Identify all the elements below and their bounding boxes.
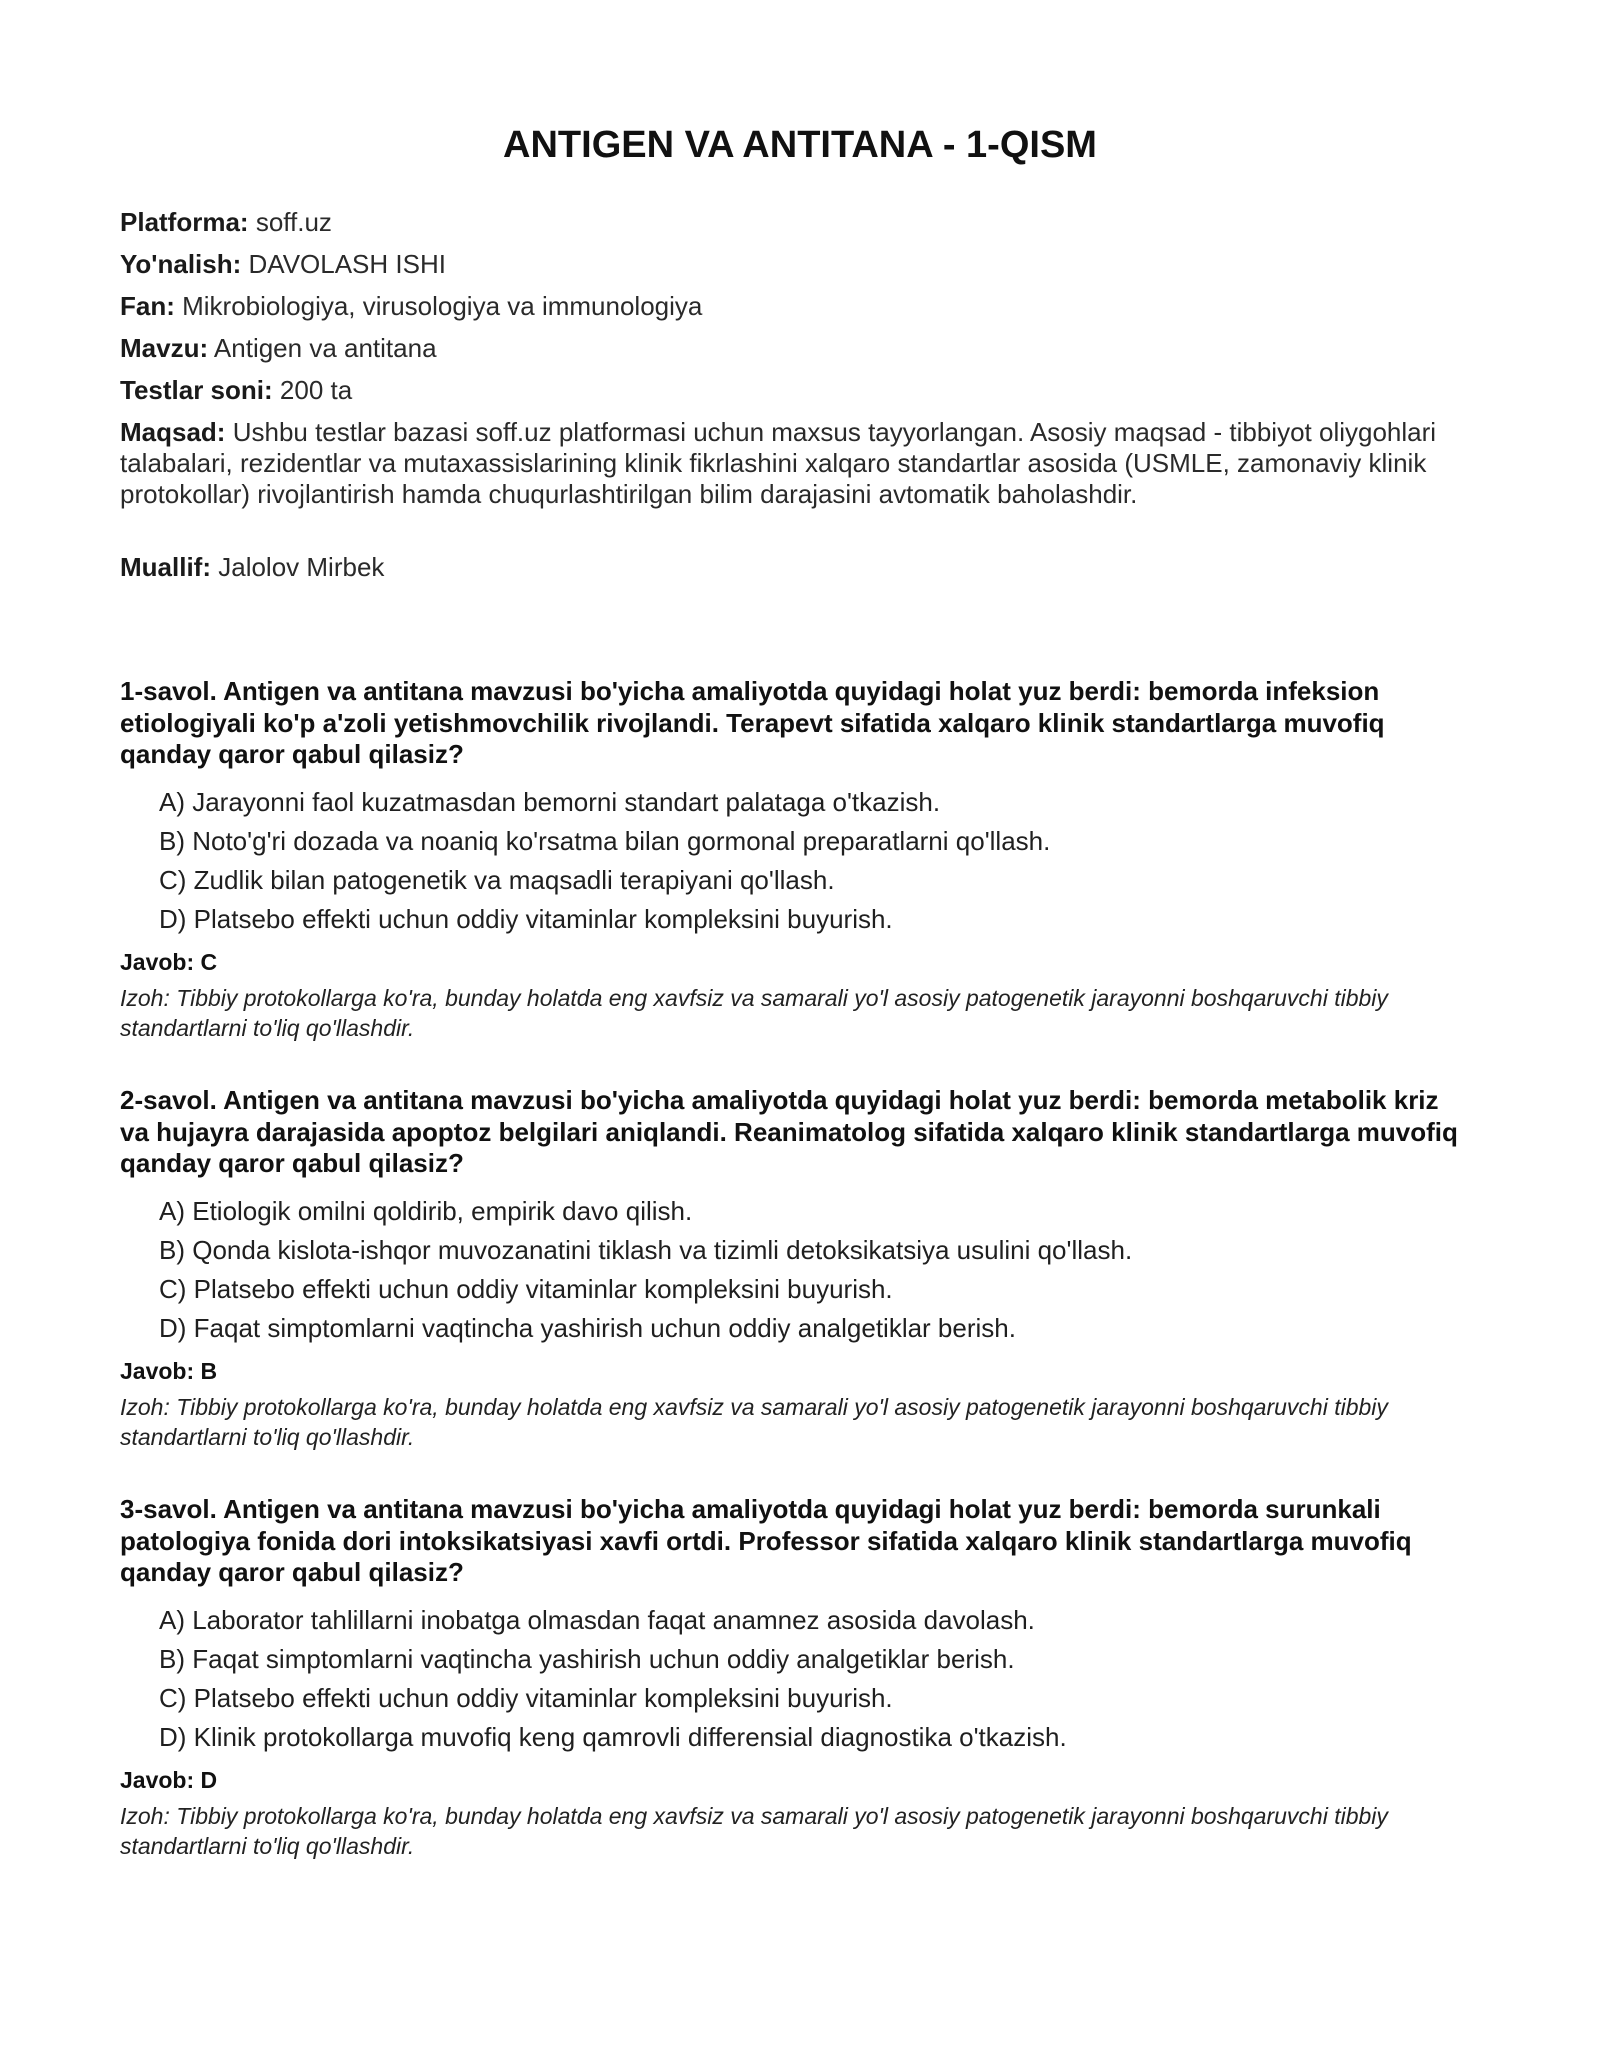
option-c: C) Zudlik bilan patogenetik va maqsadli terapiyani qo'llash. bbox=[159, 864, 835, 895]
meta-author bbox=[120, 552, 1460, 583]
meta-key: Mavzu: bbox=[120, 333, 209, 363]
option-b: B) Qonda kislota-ishqor muvozanatini tiklash va tizimli detoksikatsiya usulini qo'llash. bbox=[159, 1234, 1133, 1265]
option-list bbox=[120, 783, 1460, 939]
option-list bbox=[120, 1192, 1460, 1348]
option-d: D) Klinik protokollarga muvofiq keng qamrovli differensial diagnostika o'tkazish. bbox=[159, 1721, 1067, 1752]
option-b: B) Faqat simptomlarni vaqtincha yashirish uchun oddiy analgetiklar berish. bbox=[159, 1643, 1015, 1674]
answer-label: Javob: C bbox=[120, 948, 218, 975]
meta-topic bbox=[120, 333, 1460, 364]
answer-label: Javob: B bbox=[120, 1357, 218, 1384]
document-title: ANTIGEN VA ANTITANA - 1-QISM bbox=[503, 124, 1097, 166]
meta-test-count bbox=[120, 375, 1460, 406]
explanation-note: Izoh: Tibbiy protokollarga ko'ra, bunday holatda eng xavfsiz va samarali yo'l asosiy patogenetik jarayonni boshqaruvchi tibbiy standartlarni to'liq qo'llashdir. bbox=[120, 1393, 1388, 1450]
option-c: C) Platsebo effekti uchun oddiy vitaminlar kompleksini buyurish. bbox=[159, 1273, 893, 1304]
meta-value: Ushbu testlar bazasi soff.uz platformasi uchun maxsus tayyorlangan. Asosiy maqsad - tibbiyot oliygohlari talabalari, rezidentlar va mutaxassislarining klinik fikrlashini xalqaro standartlar asosida (USMLE, zamonaviy klinik protokollar) rivojlantirish hamda chuqurlashtirilgan bilim darajasini avtomatik baholashdir. bbox=[120, 417, 1437, 509]
answer-label: Javob: D bbox=[120, 1766, 218, 1793]
meta-key: Fan: bbox=[120, 291, 175, 321]
meta-value: soff.uz bbox=[255, 207, 332, 237]
meta-key: Platforma: bbox=[120, 207, 249, 237]
meta-key: Yo'nalish: bbox=[120, 249, 242, 279]
question-block bbox=[120, 1494, 1460, 1861]
meta-key: Maqsad: bbox=[120, 417, 226, 447]
meta-subject bbox=[120, 291, 1460, 322]
question-block bbox=[120, 1085, 1460, 1452]
meta-value: Jalolov Mirbek bbox=[218, 552, 385, 582]
meta-key: Muallif: bbox=[120, 552, 211, 582]
question-block bbox=[120, 676, 1460, 1043]
option-list bbox=[120, 1601, 1460, 1757]
meta-platform bbox=[120, 207, 1460, 238]
meta-value: 200 ta bbox=[279, 375, 353, 405]
option-d: D) Faqat simptomlarni vaqtincha yashirish uchun oddiy analgetiklar berish. bbox=[159, 1312, 1016, 1343]
meta-value: Mikrobiologiya, virusologiya va immunologiya bbox=[182, 291, 703, 321]
question-text: 2-savol. Antigen va antitana mavzusi bo'yicha amaliyotda quyidagi holat yuz berdi: bemorda metabolik kriz va hujayra darajasida apoptoz belgilari aniqlandi. Reanimatolog sifatida xalqaro klinik standartlarga muvofiq qanday qaror qabul qilasiz? bbox=[120, 1085, 1458, 1178]
explanation-note: Izoh: Tibbiy protokollarga ko'ra, bunday holatda eng xavfsiz va samarali yo'l asosiy patogenetik jarayonni boshqaruvchi tibbiy standartlarni to'liq qo'llashdir. bbox=[120, 1802, 1388, 1859]
option-a: A) Jarayonni faol kuzatmasdan bemorni standart palataga o'tkazish. bbox=[159, 786, 941, 817]
meta-purpose bbox=[120, 417, 1460, 510]
option-d: D) Platsebo effekti uchun oddiy vitaminlar kompleksini buyurish. bbox=[159, 903, 893, 934]
question-text: 1-savol. Antigen va antitana mavzusi bo'yicha amaliyotda quyidagi holat yuz berdi: bemorda infeksion etiologiyali ko'p a'zoli yetishmovchilik rivojlandi. Terapevt sifatida xalqaro klinik standartlarga muvofiq qanday qaror qabul qilasiz? bbox=[120, 676, 1385, 769]
option-a: A) Laborator tahlillarni inobatga olmasdan faqat anamnez asosida davolash. bbox=[159, 1604, 1035, 1635]
meta-value: Antigen va antitana bbox=[213, 333, 437, 363]
option-b: B) Noto'g'ri dozada va noaniq ko'rsatma bilan gormonal preparatlarni qo'llash. bbox=[159, 825, 1051, 856]
meta-key: Testlar soni: bbox=[120, 375, 273, 405]
option-c: C) Platsebo effekti uchun oddiy vitaminlar kompleksini buyurish. bbox=[159, 1682, 893, 1713]
meta-direction bbox=[120, 249, 1460, 280]
option-a: A) Etiologik omilni qoldirib, empirik davo qilish. bbox=[159, 1195, 693, 1226]
meta-value: DAVOLASH ISHI bbox=[248, 249, 446, 279]
explanation-note: Izoh: Tibbiy protokollarga ko'ra, bunday holatda eng xavfsiz va samarali yo'l asosiy patogenetik jarayonni boshqaruvchi tibbiy standartlarni to'liq qo'llashdir. bbox=[120, 984, 1388, 1041]
question-text: 3-savol. Antigen va antitana mavzusi bo'yicha amaliyotda quyidagi holat yuz berdi: bemorda surunkali patologiya fonida dori intoksikatsiyasi xavfi ortdi. Professor sifatida xalqaro klinik standartlarga muvofiq qanday qaror qabul qilasiz? bbox=[120, 1494, 1412, 1587]
